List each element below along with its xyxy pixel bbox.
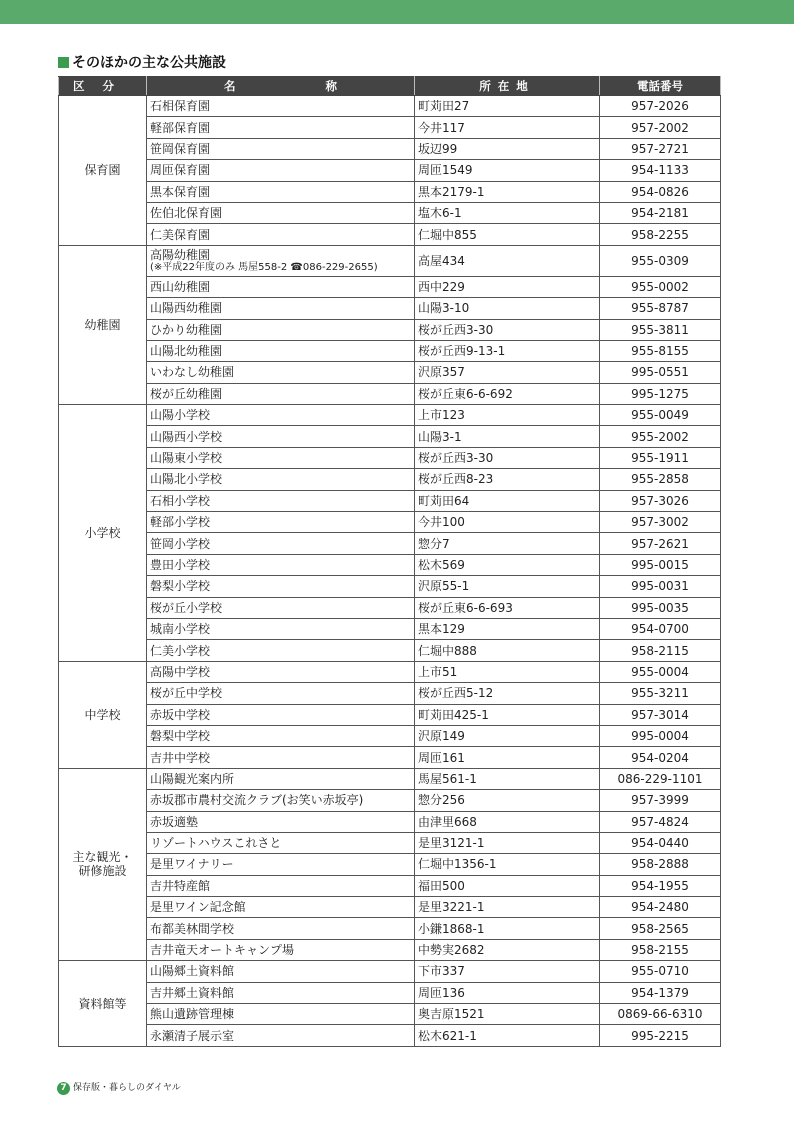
facility-address: 下市337	[415, 961, 600, 982]
table-row	[59, 576, 721, 597]
facility-phone: 955-1911	[600, 447, 721, 468]
facility-name: 山陽北幼稚園	[147, 340, 415, 361]
facility-phone: 955-2858	[600, 469, 721, 490]
facility-address: 町苅田425-1	[415, 704, 600, 725]
facility-name: 軽部小学校	[147, 512, 415, 533]
facility-name: 山陽西小学校	[147, 426, 415, 447]
facility-phone: 954-0700	[600, 618, 721, 639]
table-row	[59, 939, 721, 960]
facility-address: 桜が丘西3-30	[415, 319, 600, 340]
facility-phone: 955-2002	[600, 426, 721, 447]
table-row	[59, 224, 721, 245]
facility-address: 奥吉原1521	[415, 1004, 600, 1025]
table-row	[59, 918, 721, 939]
facility-name: 仁美小学校	[147, 640, 415, 661]
table-row	[59, 490, 721, 511]
facility-name: 赤坂中学校	[147, 704, 415, 725]
table-row	[59, 319, 721, 340]
facility-name: 磐梨中学校	[147, 725, 415, 746]
facility-name: 桜が丘幼稚園	[147, 383, 415, 404]
table-row	[59, 383, 721, 404]
facility-name: 吉井特産館	[147, 875, 415, 896]
facility-address: 惣分7	[415, 533, 600, 554]
facility-address: 沢原357	[415, 362, 600, 383]
table-row	[59, 1025, 721, 1046]
facility-address: 桜が丘西5-12	[415, 683, 600, 704]
facility-phone: 954-0440	[600, 832, 721, 853]
facility-phone: 995-0035	[600, 597, 721, 618]
table-row	[59, 704, 721, 725]
table-row	[59, 683, 721, 704]
facility-name: 山陽東小学校	[147, 447, 415, 468]
table-row	[59, 875, 721, 896]
facility-name: 仁美保育園	[147, 224, 415, 245]
table-row	[59, 202, 721, 223]
table-row	[59, 640, 721, 661]
facility-phone: 957-3014	[600, 704, 721, 725]
facility-name: 笹岡小学校	[147, 533, 415, 554]
facility-name: 山陽小学校	[147, 405, 415, 426]
facility-address: 桜が丘東6-6-693	[415, 597, 600, 618]
facility-note: (※平成22年度のみ 馬屋558-2 ☎086-229-2655)	[150, 261, 378, 273]
facility-address: 沢原149	[415, 725, 600, 746]
facility-address: 馬屋561-1	[415, 768, 600, 789]
facility-name: 永瀬清子展示室	[147, 1025, 415, 1046]
facility-address: 山陽3-10	[415, 298, 600, 319]
facility-address: 沢原55-1	[415, 576, 600, 597]
facility-phone: 954-0826	[600, 181, 721, 202]
header-name: 名 称	[147, 77, 415, 96]
table-row	[59, 597, 721, 618]
facility-phone: 955-0002	[600, 276, 721, 297]
facility-address: 町苅田64	[415, 490, 600, 511]
facility-address: 周匝1549	[415, 160, 600, 181]
facility-address: 仁堀中888	[415, 640, 600, 661]
category-cell: 主な観光・ 研修施設	[59, 768, 147, 961]
facility-address: 周匝136	[415, 982, 600, 1003]
facility-name: いわなし幼稚園	[147, 362, 415, 383]
table-row	[59, 811, 721, 832]
facility-name: 笹岡保育園	[147, 138, 415, 159]
facility-address: 桜が丘西3-30	[415, 447, 600, 468]
facility-name: 赤坂適塾	[147, 811, 415, 832]
facility-phone: 955-8787	[600, 298, 721, 319]
table-row	[59, 554, 721, 575]
facility-address: 町苅田27	[415, 96, 600, 117]
facility-phone: 957-3999	[600, 790, 721, 811]
table-row	[59, 447, 721, 468]
facility-phone: 958-2255	[600, 224, 721, 245]
facility-phone: 957-2621	[600, 533, 721, 554]
facility-name: 石相小学校	[147, 490, 415, 511]
facility-name: 城南小学校	[147, 618, 415, 639]
facility-phone: 995-1275	[600, 383, 721, 404]
facility-address: 是里3221-1	[415, 897, 600, 918]
facility-name: 桜が丘中学校	[147, 683, 415, 704]
facility-address: 今井117	[415, 117, 600, 138]
facility-address: 塩木6-1	[415, 202, 600, 223]
facility-phone: 954-2181	[600, 202, 721, 223]
facility-name: 豊田小学校	[147, 554, 415, 575]
facility-name: 黒本保育園	[147, 181, 415, 202]
facility-name: 山陽北小学校	[147, 469, 415, 490]
table-row	[59, 854, 721, 875]
facility-name: 是里ワイナリー	[147, 854, 415, 875]
table-row	[59, 362, 721, 383]
facility-phone: 955-8155	[600, 340, 721, 361]
table-body	[59, 96, 721, 1047]
table-row	[59, 96, 721, 117]
facility-name: 桜が丘小学校	[147, 597, 415, 618]
table-row	[59, 245, 721, 276]
facility-address: 由津里668	[415, 811, 600, 832]
table-row	[59, 340, 721, 361]
facility-phone: 955-0710	[600, 961, 721, 982]
table-row	[59, 768, 721, 789]
facility-name: 西山幼稚園	[147, 276, 415, 297]
facility-name: 石相保育園	[147, 96, 415, 117]
facility-phone: 955-3811	[600, 319, 721, 340]
facility-name: 磐梨小学校	[147, 576, 415, 597]
footer-title: 保存版・暮らしのダイヤル	[73, 1083, 181, 1093]
facility-address: 上市51	[415, 661, 600, 682]
table-row	[59, 961, 721, 982]
facility-phone: 957-2002	[600, 117, 721, 138]
facility-address: 惣分256	[415, 790, 600, 811]
category-cell: 保育園	[59, 96, 147, 246]
table-row	[59, 661, 721, 682]
category-cell: 幼稚園	[59, 245, 147, 404]
facility-address: 西中229	[415, 276, 600, 297]
table-row	[59, 298, 721, 319]
table-row	[59, 138, 721, 159]
facility-address: 周匝161	[415, 747, 600, 768]
table-row	[59, 469, 721, 490]
facility-phone: 957-3002	[600, 512, 721, 533]
facility-address: 黒本2179-1	[415, 181, 600, 202]
facility-name: 布都美林間学校	[147, 918, 415, 939]
category-cell: 資料館等	[59, 961, 147, 1047]
facility-address: 上市123	[415, 405, 600, 426]
facility-phone: 955-0309	[600, 245, 721, 276]
facility-phone: 958-2155	[600, 939, 721, 960]
table-row	[59, 790, 721, 811]
facility-phone: 086-229-1101	[600, 768, 721, 789]
table-row	[59, 832, 721, 853]
table-row	[59, 512, 721, 533]
facility-phone: 955-0004	[600, 661, 721, 682]
category-cell: 中学校	[59, 661, 147, 768]
facility-name: 佐伯北保育園	[147, 202, 415, 223]
facility-phone: 995-0031	[600, 576, 721, 597]
table-row	[59, 1004, 721, 1025]
facility-phone: 954-2480	[600, 897, 721, 918]
facility-phone: 995-0004	[600, 725, 721, 746]
facility-phone: 957-2026	[600, 96, 721, 117]
facility-name: 高陽幼稚園 (※平成22年度のみ 馬屋558-2 ☎086-229-2655)	[147, 245, 415, 276]
facility-address: 福田500	[415, 875, 600, 896]
facility-name: 是里ワイン記念館	[147, 897, 415, 918]
header-category: 区分	[59, 77, 147, 96]
facility-phone: 955-3211	[600, 683, 721, 704]
facility-phone: 957-4824	[600, 811, 721, 832]
facility-name: 山陽観光案内所	[147, 768, 415, 789]
facility-phone: 954-1379	[600, 982, 721, 1003]
square-bullet-icon	[58, 57, 69, 68]
facility-address: 桜が丘西9-13-1	[415, 340, 600, 361]
table-row	[59, 426, 721, 447]
facility-phone: 958-2888	[600, 854, 721, 875]
facility-phone: 995-0551	[600, 362, 721, 383]
facility-phone: 995-0015	[600, 554, 721, 575]
table-row	[59, 618, 721, 639]
facility-name: 吉井中学校	[147, 747, 415, 768]
facility-phone: 995-2215	[600, 1025, 721, 1046]
facility-name: 山陽郷土資料館	[147, 961, 415, 982]
table-row	[59, 117, 721, 138]
table-header-row	[59, 77, 721, 96]
page-footer	[57, 1080, 181, 1096]
header-phone: 電話番号	[600, 77, 721, 96]
facility-name: 高陽中学校	[147, 661, 415, 682]
facility-name: 山陽西幼稚園	[147, 298, 415, 319]
facility-name: 周匝保育園	[147, 160, 415, 181]
facility-phone: 958-2115	[600, 640, 721, 661]
facility-phone: 958-2565	[600, 918, 721, 939]
facility-name: リゾートハウスこれさと	[147, 832, 415, 853]
facility-name: 赤坂郡市農村交流クラブ(お笑い赤坂亭)	[147, 790, 415, 811]
section-heading: そのほかの主な公共施設	[58, 54, 226, 72]
table-row	[59, 533, 721, 554]
facility-address: 小鎌1868-1	[415, 918, 600, 939]
header-address: 所在地	[415, 77, 600, 96]
facility-address: 是里3121-1	[415, 832, 600, 853]
facility-name: 軽部保育園	[147, 117, 415, 138]
facility-address: 今井100	[415, 512, 600, 533]
page-number-badge: 7	[57, 1082, 70, 1095]
facility-phone: 957-2721	[600, 138, 721, 159]
table-row	[59, 982, 721, 1003]
facility-name: ひかり幼稚園	[147, 319, 415, 340]
facility-phone: 954-1133	[600, 160, 721, 181]
facility-name: 吉井竜天オートキャンプ場	[147, 939, 415, 960]
facility-address: 仁堀中855	[415, 224, 600, 245]
table-row	[59, 747, 721, 768]
facility-phone: 0869-66-6310	[600, 1004, 721, 1025]
facility-address: 桜が丘西8-23	[415, 469, 600, 490]
facility-address: 中勢実2682	[415, 939, 600, 960]
table-row	[59, 897, 721, 918]
facility-name: 吉井郷土資料館	[147, 982, 415, 1003]
facility-address: 黒本129	[415, 618, 600, 639]
facility-address: 坂辺99	[415, 138, 600, 159]
category-cell: 小学校	[59, 405, 147, 662]
facility-phone: 955-0049	[600, 405, 721, 426]
table-row	[59, 160, 721, 181]
table-row	[59, 725, 721, 746]
facilities-table	[58, 76, 721, 1047]
top-color-band	[0, 0, 794, 24]
table-row	[59, 405, 721, 426]
facility-address: 松木621-1	[415, 1025, 600, 1046]
facility-phone: 957-3026	[600, 490, 721, 511]
facility-phone: 954-1955	[600, 875, 721, 896]
facility-address: 松木569	[415, 554, 600, 575]
facility-address: 山陽3-1	[415, 426, 600, 447]
facility-address: 高屋434	[415, 245, 600, 276]
facility-phone: 954-0204	[600, 747, 721, 768]
table-row	[59, 181, 721, 202]
facility-address: 桜が丘東6-6-692	[415, 383, 600, 404]
facility-address: 仁堀中1356-1	[415, 854, 600, 875]
facility-name: 熊山遺跡管理棟	[147, 1004, 415, 1025]
table-row	[59, 276, 721, 297]
